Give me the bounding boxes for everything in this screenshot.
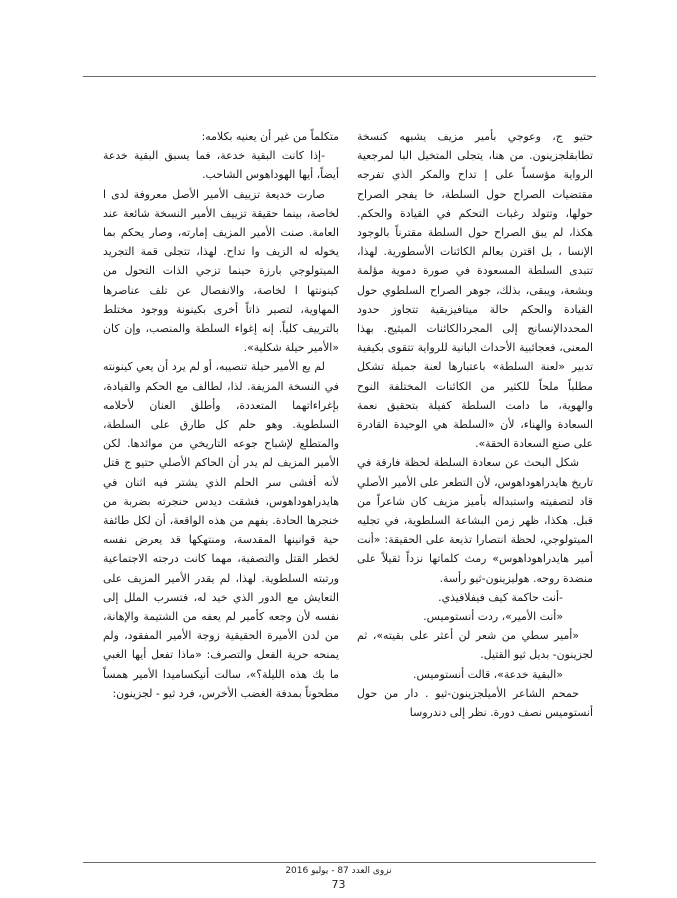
- dialogue-line: «البقية خدعة»، قالت أنستوميس.: [413, 667, 563, 681]
- right-column: [357, 127, 593, 722]
- paragraph: لم يع الأمير حيلة تنصيبه، أو لم يرد أن يعي كينونته في النسخة المزيفة. لذا، لطالف مع الحكم والقيادة، بإغراءاتهما المتعددة، وأطلق العنان لأحلامه السلطوية. وهو حلم كل طارق على السلطة، والمتطلع لإشباح جوعه التاريخي من موائدها. لكن الأمير المزيف لم يدر أن الحاكم الأصلي حتيو ج قتل لأنه أفشى سر الحلم الذي يشتر فيه اثنان في هايدراهوداهوس، فشقت ديدس حنجرته بضربة من خنجرها الحادة. يفهم من هذه الواقعة، أن لكل طائفة حية قوانينها المقدسة، ومنتهكها قد يعرض نفسه لخطر القتل والتصفية، مهما كانت درجته الاجتماعية ورتبته السلطوية. لهذا، لم يقدر الأمير المزيف على التعايش مع الدور الذي خيد له، فتسرب الملل إلى نفسه لأن وجعه كأمير لم يعفه من الشتيمة والإهانة، من لدن الأميرة الحقيقية زوجة الأمير المفقود، ولم يمنحه حرية الفعل والتصرف: «ماذا تفعل أيها الغبي ما بك هذه الليلة؟»، سالت أنيكساميدا الأمير همساً مطحوناً بمدفة الغضب الأخرس، فرد ثيو - لجزينون:: [103, 360, 339, 700]
- issue-label: نزوى العدد 87 - يوليو 2016: [285, 866, 392, 876]
- dialogue-line: -أنت حاكمة كيف فيفلافيذي.: [438, 590, 563, 604]
- paragraph: حتيو ج، وعوجي بأمير مزيف يشبهه كنسخة تطابقلجزينون. من هنا، يتجلى المتخيل البا لمرجعية الرواية مؤسساً على إ تداح والمكر الذي تفرجه مقتضيات الصراح حول السلطة، خا يفجر الصراح حولها، وتتولد رغبات التحكم في القيادة والحكم. هكذا، لم يبق الصراح حول السلطة مقترناً بالوجود الإنسا ، بل اقترن بعالم الكائنات الأسطورية. لهذا، تتبدى السلطة المسعودة في صورة دموية مؤلمة وبشعة، ويبقى، بذلك، جوهر الصراح السلطوي حول القيادة والحكم حالة ميتافيزيقية تتجاوز حدود المحددالإنسانج إلى المجردالكائنات الميثيج. بهذا المعنى، فعجائبية الأحداث البانية للرواية تتقوى بكيفية تدبير «لعنة السلطة» باعتبارها لعنة جميلة تشكل مطلباً ملحاً للكثير من الكائنات المختلفة النوح والهوية، ما دامت السلطة كفيلة بتحقيق نعمة السعادة والهناء، لأن «السلطة هي الوحيدة القادرة على صنع السعادة الحقة».: [357, 130, 593, 451]
- paragraph: صارت خديعة تزييف الأمير الأصل معروفة لدى ا لخاصة، بينما حقيقة تزييف الأمير النسخة شائعة عند العامة. صنت الأمير المزيف إمارته، وصار يحكم بما يخوله له الزيف وا تداح. لهذا، تتجلى قمة التجريد الميتولوجي بارزة حينما تزجي الذات التحول من كينونتها ا لخاصة، والانفصال عن تلف عناصرها المهاوية، لتصير ذاتاً أخرى بكينونة ووجود مختلط بالترييف كلياً. إنه إغواء السلطة والمنصب، وإن كان «الأمير حيلة شكلية».: [103, 187, 339, 355]
- paragraph: متكلماً من غير أن يعنيه بكلامه:: [201, 130, 339, 143]
- top-rule: [83, 76, 596, 77]
- dialogue-line: «أنت الأمير»، ردت أنستوميس.: [423, 610, 563, 624]
- left-column: [103, 127, 339, 703]
- dialogue-line: «أمير سطي من شعر لن أعثر على بقيته»، ثم لجزينون- بديل ثيو القتيل.: [357, 629, 593, 662]
- bottom-rule: [83, 862, 596, 863]
- paragraph: حمحم الشاعر الأميلجزينون-ثيو . دار من حول أنستوميس نصف دورة. نظر إلى دندروسا: [357, 686, 593, 720]
- dialogue-line: -إذا كانت البقية خدعة، فما يسبق البقية خدعة أيضاً، أيها الهوداهوس الشاحب.: [103, 149, 339, 182]
- page-number: 73: [331, 878, 346, 891]
- paragraph: شكل البحث عن سعادة السلطة لحظة فارقة في تاريخ هايدراهوداهوس، لأن التطعر على الأمير الأصلي قاد لتصفيته واستبداله بأميز مزيف كان شاعراً من قبل. هكذا، ظهر زمن البشاعة السلطوية، في تجليه الميتولوجي، لحظة انتصارا تذيعة على الحقيقة: «أنت أمير هايدراهوداهوس» رمث كلماتها نزداً ثقيلاً على منضدة روحه. هوليزينون-ثيو رأسة.: [357, 456, 593, 585]
- page-footer: [0, 865, 677, 892]
